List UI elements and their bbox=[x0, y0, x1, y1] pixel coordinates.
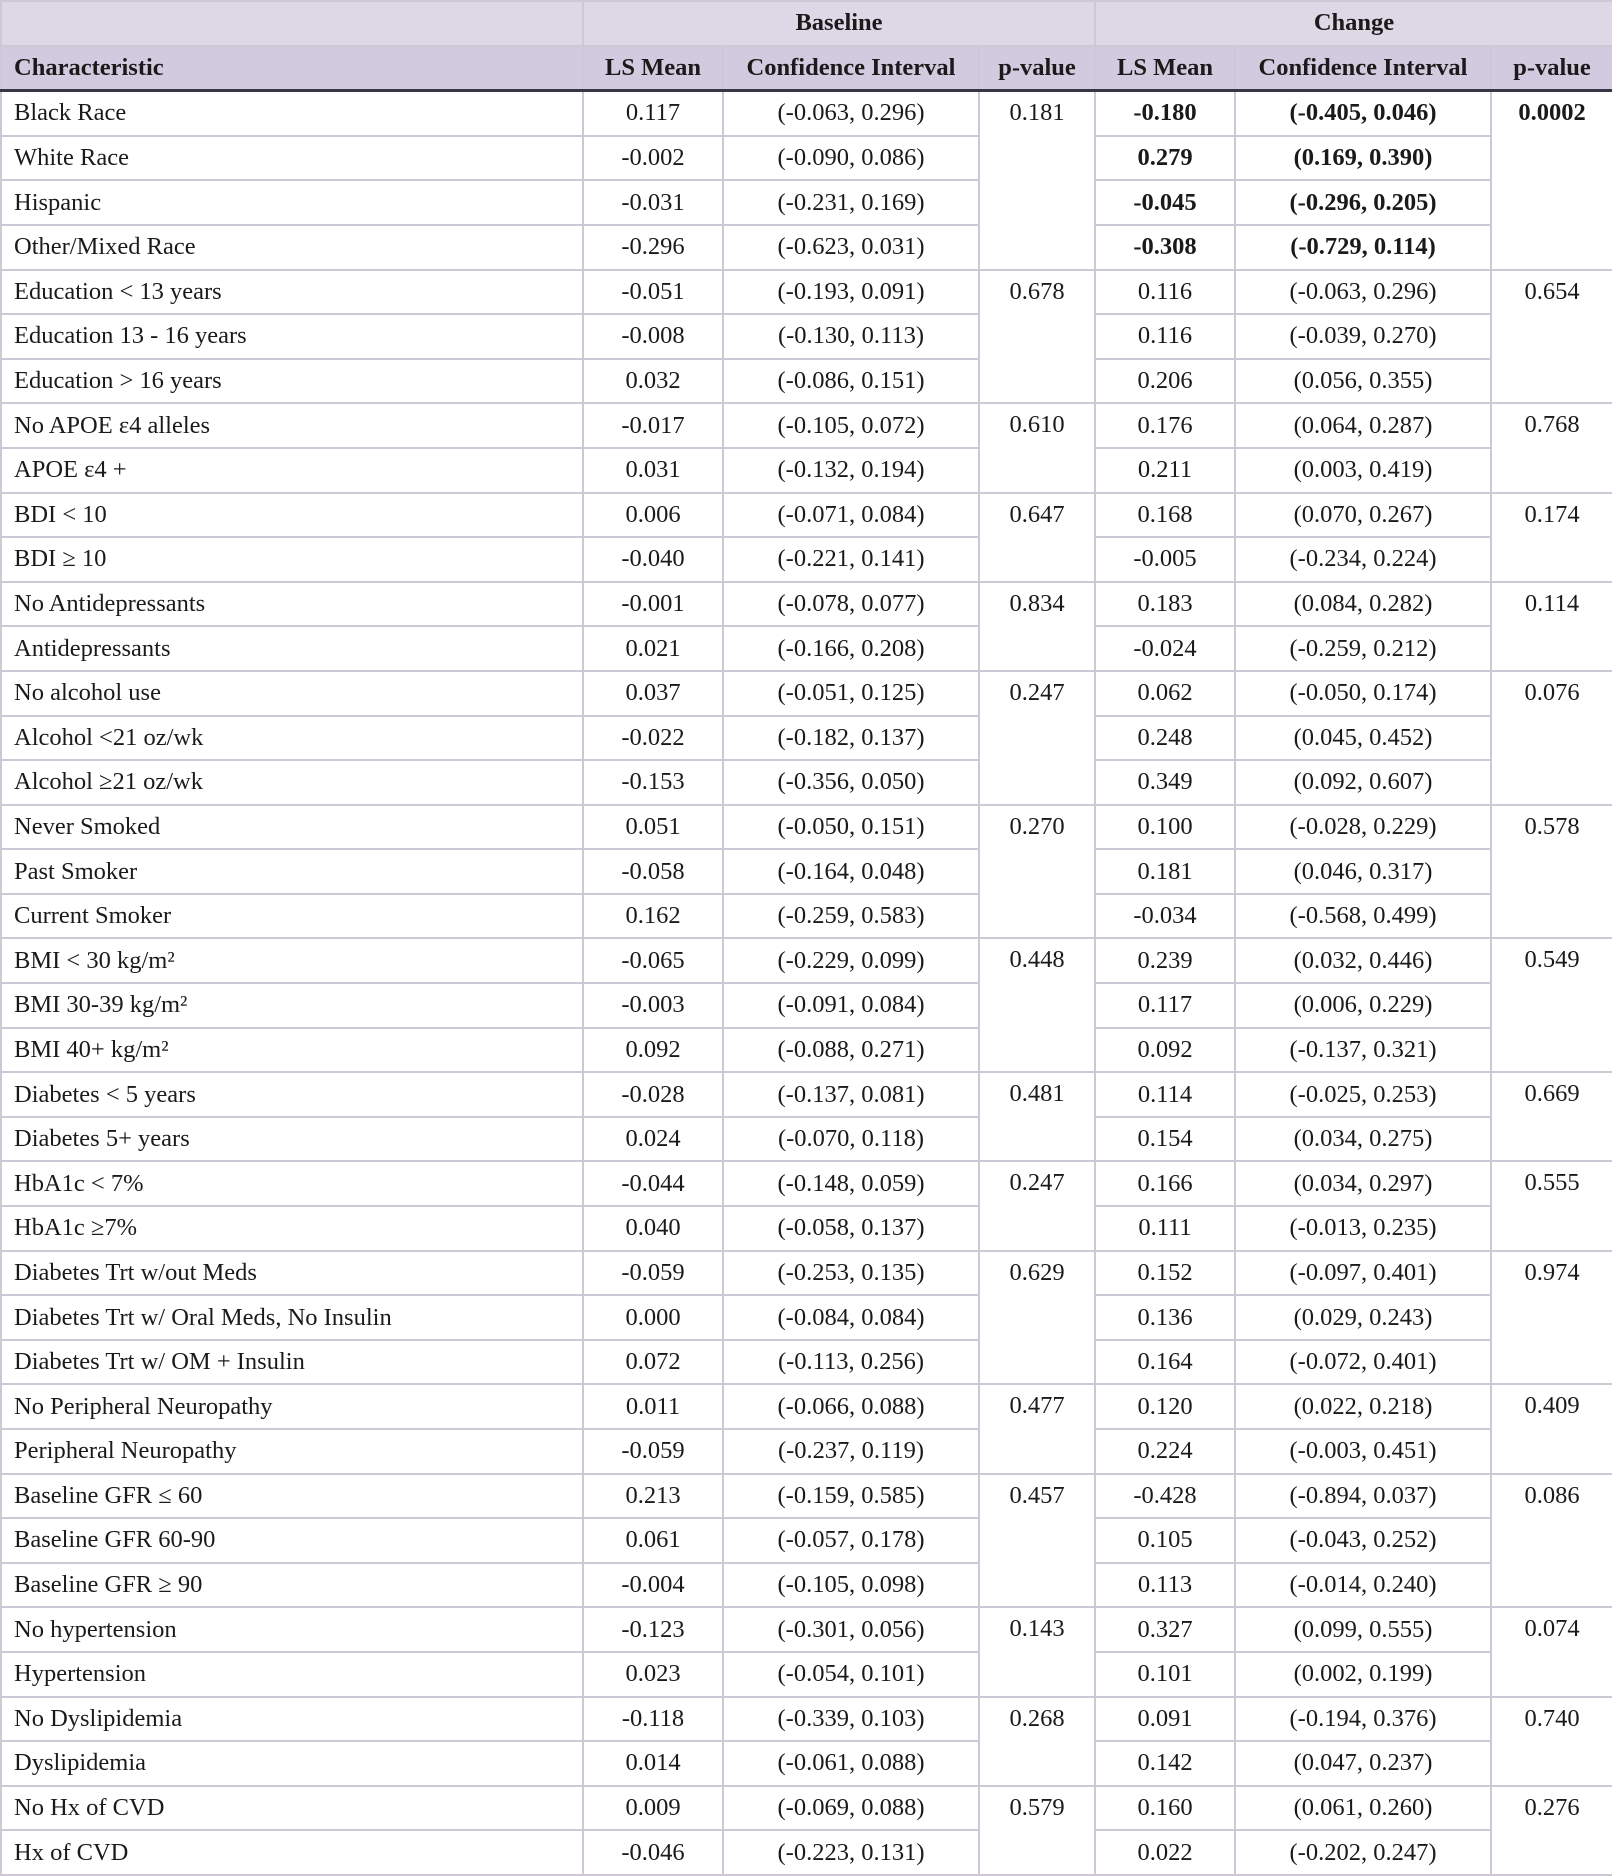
change-ls-mean: 0.105 bbox=[1095, 1518, 1235, 1563]
change-ls-mean: 0.176 bbox=[1095, 403, 1235, 448]
change-p-value: 0.768 bbox=[1491, 403, 1612, 492]
baseline-ci: (-0.237, 0.119) bbox=[723, 1429, 979, 1474]
change-ci: (0.070, 0.267) bbox=[1235, 493, 1491, 538]
change-ci: (-0.234, 0.224) bbox=[1235, 537, 1491, 582]
table-row bbox=[1, 1384, 1612, 1429]
baseline-ls-mean: 0.011 bbox=[583, 1384, 723, 1429]
row-label: HbA1c ≥7% bbox=[1, 1206, 583, 1251]
baseline-ci: (-0.050, 0.151) bbox=[723, 805, 979, 850]
baseline-ci: (-0.070, 0.118) bbox=[723, 1117, 979, 1162]
col-header-change-p: p-value bbox=[1491, 46, 1612, 91]
baseline-ci: (-0.105, 0.098) bbox=[723, 1563, 979, 1608]
baseline-ci: (-0.078, 0.077) bbox=[723, 582, 979, 627]
row-label: BMI 30-39 kg/m² bbox=[1, 983, 583, 1028]
row-label: Other/Mixed Race bbox=[1, 225, 583, 270]
change-p-value: 0.076 bbox=[1491, 671, 1612, 805]
baseline-ci: (-0.091, 0.084) bbox=[723, 983, 979, 1028]
table-row bbox=[1, 1563, 1612, 1608]
baseline-ls-mean: -0.065 bbox=[583, 938, 723, 983]
change-ls-mean: 0.117 bbox=[1095, 983, 1235, 1028]
row-label: Alcohol ≥21 oz/wk bbox=[1, 760, 583, 805]
row-label: BMI 40+ kg/m² bbox=[1, 1028, 583, 1073]
change-ls-mean: 0.154 bbox=[1095, 1117, 1235, 1162]
table-row bbox=[1, 1429, 1612, 1474]
col-header-baseline-ls-mean: LS Mean bbox=[583, 46, 723, 91]
change-ls-mean: -0.045 bbox=[1095, 180, 1235, 225]
baseline-ci: (-0.164, 0.048) bbox=[723, 849, 979, 894]
baseline-ci: (-0.301, 0.056) bbox=[723, 1607, 979, 1652]
change-ls-mean: 0.152 bbox=[1095, 1251, 1235, 1296]
change-ci: (-0.025, 0.253) bbox=[1235, 1072, 1491, 1117]
row-label: BDI < 10 bbox=[1, 493, 583, 538]
baseline-ci: (-0.071, 0.084) bbox=[723, 493, 979, 538]
change-p-value: 0.974 bbox=[1491, 1251, 1612, 1385]
baseline-ls-mean: -0.059 bbox=[583, 1251, 723, 1296]
column-header-row bbox=[1, 46, 1612, 91]
baseline-ci: (-0.231, 0.169) bbox=[723, 180, 979, 225]
baseline-ls-mean: -0.031 bbox=[583, 180, 723, 225]
change-ci: (0.046, 0.317) bbox=[1235, 849, 1491, 894]
baseline-ci: (-0.148, 0.059) bbox=[723, 1161, 979, 1206]
row-label: Never Smoked bbox=[1, 805, 583, 850]
table-row bbox=[1, 1741, 1612, 1786]
table-row bbox=[1, 1652, 1612, 1697]
table-row bbox=[1, 716, 1612, 761]
change-p-value: 0.276 bbox=[1491, 1786, 1612, 1875]
table-row bbox=[1, 1697, 1612, 1742]
change-ls-mean: 0.022 bbox=[1095, 1830, 1235, 1875]
baseline-p-value: 0.270 bbox=[979, 805, 1095, 939]
table-row bbox=[1, 136, 1612, 181]
table-row bbox=[1, 448, 1612, 493]
row-label: Antidepressants bbox=[1, 626, 583, 671]
baseline-ci: (-0.054, 0.101) bbox=[723, 1652, 979, 1697]
baseline-ci: (-0.193, 0.091) bbox=[723, 270, 979, 315]
change-ci: (-0.729, 0.114) bbox=[1235, 225, 1491, 270]
change-ls-mean: 0.211 bbox=[1095, 448, 1235, 493]
baseline-ls-mean: 0.009 bbox=[583, 1786, 723, 1831]
baseline-p-value: 0.448 bbox=[979, 938, 1095, 1072]
baseline-ls-mean: -0.001 bbox=[583, 582, 723, 627]
baseline-ls-mean: -0.003 bbox=[583, 983, 723, 1028]
change-ls-mean: 0.136 bbox=[1095, 1295, 1235, 1340]
baseline-ci: (-0.229, 0.099) bbox=[723, 938, 979, 983]
change-ls-mean: 0.168 bbox=[1095, 493, 1235, 538]
baseline-p-value: 0.579 bbox=[979, 1786, 1095, 1875]
baseline-p-value: 0.143 bbox=[979, 1607, 1095, 1696]
baseline-p-value: 0.457 bbox=[979, 1474, 1095, 1608]
change-ls-mean: 0.100 bbox=[1095, 805, 1235, 850]
baseline-ls-mean: 0.023 bbox=[583, 1652, 723, 1697]
baseline-ci: (-0.182, 0.137) bbox=[723, 716, 979, 761]
baseline-ci: (-0.253, 0.135) bbox=[723, 1251, 979, 1296]
row-label: No hypertension bbox=[1, 1607, 583, 1652]
change-ci: (-0.405, 0.046) bbox=[1235, 91, 1491, 136]
row-label: Alcohol <21 oz/wk bbox=[1, 716, 583, 761]
col-header-baseline-ci: Confidence Interval bbox=[723, 46, 979, 91]
baseline-ci: (-0.221, 0.141) bbox=[723, 537, 979, 582]
table-row bbox=[1, 1117, 1612, 1162]
row-label: BDI ≥ 10 bbox=[1, 537, 583, 582]
baseline-ls-mean: -0.118 bbox=[583, 1697, 723, 1742]
row-label: White Race bbox=[1, 136, 583, 181]
change-ci: (0.099, 0.555) bbox=[1235, 1607, 1491, 1652]
change-p-value: 0.086 bbox=[1491, 1474, 1612, 1608]
row-label: Baseline GFR ≤ 60 bbox=[1, 1474, 583, 1519]
baseline-ls-mean: 0.092 bbox=[583, 1028, 723, 1073]
baseline-ci: (-0.051, 0.125) bbox=[723, 671, 979, 716]
baseline-ls-mean: -0.004 bbox=[583, 1563, 723, 1608]
change-ci: (-0.039, 0.270) bbox=[1235, 314, 1491, 359]
table-row bbox=[1, 983, 1612, 1028]
table-row bbox=[1, 180, 1612, 225]
table-row bbox=[1, 671, 1612, 716]
change-ci: (0.084, 0.282) bbox=[1235, 582, 1491, 627]
baseline-ls-mean: 0.014 bbox=[583, 1741, 723, 1786]
row-label: BMI < 30 kg/m² bbox=[1, 938, 583, 983]
row-label: Black Race bbox=[1, 91, 583, 136]
baseline-ci: (-0.066, 0.088) bbox=[723, 1384, 979, 1429]
baseline-ls-mean: 0.031 bbox=[583, 448, 723, 493]
baseline-ci: (-0.113, 0.256) bbox=[723, 1340, 979, 1385]
change-ls-mean: -0.005 bbox=[1095, 537, 1235, 582]
change-ci: (0.002, 0.199) bbox=[1235, 1652, 1491, 1697]
change-ls-mean: 0.091 bbox=[1095, 1697, 1235, 1742]
change-ls-mean: -0.428 bbox=[1095, 1474, 1235, 1519]
table-row bbox=[1, 270, 1612, 315]
table-row bbox=[1, 493, 1612, 538]
change-ls-mean: 0.224 bbox=[1095, 1429, 1235, 1474]
table-row bbox=[1, 805, 1612, 850]
change-ci: (0.061, 0.260) bbox=[1235, 1786, 1491, 1831]
table-row bbox=[1, 403, 1612, 448]
change-ls-mean: 0.279 bbox=[1095, 136, 1235, 181]
row-label: No Peripheral Neuropathy bbox=[1, 1384, 583, 1429]
change-ci: (-0.568, 0.499) bbox=[1235, 894, 1491, 939]
row-label: Current Smoker bbox=[1, 894, 583, 939]
change-ci: (-0.137, 0.321) bbox=[1235, 1028, 1491, 1073]
table-row bbox=[1, 849, 1612, 894]
table-row bbox=[1, 359, 1612, 404]
row-label: Diabetes < 5 years bbox=[1, 1072, 583, 1117]
change-ci: (0.032, 0.446) bbox=[1235, 938, 1491, 983]
change-ls-mean: 0.327 bbox=[1095, 1607, 1235, 1652]
baseline-ci: (-0.061, 0.088) bbox=[723, 1741, 979, 1786]
baseline-p-value: 0.181 bbox=[979, 91, 1095, 270]
baseline-ls-mean: -0.040 bbox=[583, 537, 723, 582]
col-header-baseline-p: p-value bbox=[979, 46, 1095, 91]
baseline-ls-mean: 0.037 bbox=[583, 671, 723, 716]
baseline-p-value: 0.678 bbox=[979, 270, 1095, 404]
change-ls-mean: 0.239 bbox=[1095, 938, 1235, 983]
baseline-ci: (-0.086, 0.151) bbox=[723, 359, 979, 404]
change-p-value: 0.0002 bbox=[1491, 91, 1612, 270]
change-p-value: 0.669 bbox=[1491, 1072, 1612, 1161]
baseline-ci: (-0.057, 0.178) bbox=[723, 1518, 979, 1563]
change-p-value: 0.740 bbox=[1491, 1697, 1612, 1786]
change-ci: (0.064, 0.287) bbox=[1235, 403, 1491, 448]
baseline-ci: (-0.058, 0.137) bbox=[723, 1206, 979, 1251]
change-ci: (0.022, 0.218) bbox=[1235, 1384, 1491, 1429]
row-label: Hispanic bbox=[1, 180, 583, 225]
change-ci: (-0.063, 0.296) bbox=[1235, 270, 1491, 315]
baseline-p-value: 0.247 bbox=[979, 1161, 1095, 1250]
baseline-ls-mean: -0.058 bbox=[583, 849, 723, 894]
change-p-value: 0.114 bbox=[1491, 582, 1612, 671]
baseline-ci: (-0.356, 0.050) bbox=[723, 760, 979, 805]
row-label: Education < 13 years bbox=[1, 270, 583, 315]
row-label: Education 13 - 16 years bbox=[1, 314, 583, 359]
baseline-ls-mean: 0.072 bbox=[583, 1340, 723, 1385]
col-header-change-ls-mean: LS Mean bbox=[1095, 46, 1235, 91]
baseline-ls-mean: -0.017 bbox=[583, 403, 723, 448]
table-row bbox=[1, 894, 1612, 939]
row-label: No Antidepressants bbox=[1, 582, 583, 627]
change-p-value: 0.409 bbox=[1491, 1384, 1612, 1473]
row-label: Diabetes Trt w/ OM + Insulin bbox=[1, 1340, 583, 1385]
change-ci: (0.029, 0.243) bbox=[1235, 1295, 1491, 1340]
change-ls-mean: 0.092 bbox=[1095, 1028, 1235, 1073]
baseline-ci: (-0.105, 0.072) bbox=[723, 403, 979, 448]
baseline-ci: (-0.259, 0.583) bbox=[723, 894, 979, 939]
change-p-value: 0.549 bbox=[1491, 938, 1612, 1072]
row-label: Hx of CVD bbox=[1, 1830, 583, 1875]
baseline-ls-mean: 0.000 bbox=[583, 1295, 723, 1340]
change-ls-mean: 0.116 bbox=[1095, 314, 1235, 359]
change-p-value: 0.074 bbox=[1491, 1607, 1612, 1696]
change-ls-mean: 0.113 bbox=[1095, 1563, 1235, 1608]
group-header-blank bbox=[1, 1, 583, 46]
change-ci: (-0.894, 0.037) bbox=[1235, 1474, 1491, 1519]
change-ci: (-0.072, 0.401) bbox=[1235, 1340, 1491, 1385]
change-ls-mean: 0.181 bbox=[1095, 849, 1235, 894]
row-label: Dyslipidemia bbox=[1, 1741, 583, 1786]
table-row bbox=[1, 1474, 1612, 1519]
change-ci: (0.056, 0.355) bbox=[1235, 359, 1491, 404]
change-ls-mean: 0.111 bbox=[1095, 1206, 1235, 1251]
change-p-value: 0.555 bbox=[1491, 1161, 1612, 1250]
change-ci: (0.169, 0.390) bbox=[1235, 136, 1491, 181]
baseline-ls-mean: -0.046 bbox=[583, 1830, 723, 1875]
baseline-ci: (-0.137, 0.081) bbox=[723, 1072, 979, 1117]
change-p-value: 0.578 bbox=[1491, 805, 1612, 939]
change-p-value: 0.654 bbox=[1491, 270, 1612, 404]
change-ls-mean: 0.183 bbox=[1095, 582, 1235, 627]
baseline-ci: (-0.623, 0.031) bbox=[723, 225, 979, 270]
baseline-p-value: 0.481 bbox=[979, 1072, 1095, 1161]
row-label: Education > 16 years bbox=[1, 359, 583, 404]
baseline-ci: (-0.063, 0.296) bbox=[723, 91, 979, 136]
change-ci: (0.003, 0.419) bbox=[1235, 448, 1491, 493]
change-ls-mean: 0.160 bbox=[1095, 1786, 1235, 1831]
baseline-p-value: 0.610 bbox=[979, 403, 1095, 492]
change-ls-mean: 0.062 bbox=[1095, 671, 1235, 716]
baseline-ci: (-0.339, 0.103) bbox=[723, 1697, 979, 1742]
change-ls-mean: 0.101 bbox=[1095, 1652, 1235, 1697]
row-label: Diabetes Trt w/out Meds bbox=[1, 1251, 583, 1296]
table-row bbox=[1, 91, 1612, 136]
baseline-ls-mean: 0.051 bbox=[583, 805, 723, 850]
baseline-ls-mean: 0.213 bbox=[583, 1474, 723, 1519]
change-ls-mean: 0.166 bbox=[1095, 1161, 1235, 1206]
group-header-row bbox=[1, 1, 1612, 46]
table-row bbox=[1, 1830, 1612, 1875]
group-header-baseline: Baseline bbox=[583, 1, 1095, 46]
row-label: Baseline GFR ≥ 90 bbox=[1, 1563, 583, 1608]
table-row bbox=[1, 1518, 1612, 1563]
table-row bbox=[1, 1607, 1612, 1652]
change-ls-mean: 0.114 bbox=[1095, 1072, 1235, 1117]
change-ci: (0.092, 0.607) bbox=[1235, 760, 1491, 805]
baseline-ls-mean: 0.032 bbox=[583, 359, 723, 404]
change-ls-mean: -0.034 bbox=[1095, 894, 1235, 939]
table-row bbox=[1, 537, 1612, 582]
row-label: No APOE ε4 alleles bbox=[1, 403, 583, 448]
group-header-change: Change bbox=[1095, 1, 1612, 46]
baseline-ls-mean: 0.021 bbox=[583, 626, 723, 671]
table-row bbox=[1, 582, 1612, 627]
baseline-ci: (-0.088, 0.271) bbox=[723, 1028, 979, 1073]
baseline-ls-mean: 0.040 bbox=[583, 1206, 723, 1251]
change-ci: (0.034, 0.275) bbox=[1235, 1117, 1491, 1162]
row-label: No Hx of CVD bbox=[1, 1786, 583, 1831]
change-ls-mean: -0.180 bbox=[1095, 91, 1235, 136]
change-ls-mean: 0.142 bbox=[1095, 1741, 1235, 1786]
change-ci: (-0.014, 0.240) bbox=[1235, 1563, 1491, 1608]
baseline-ls-mean: -0.123 bbox=[583, 1607, 723, 1652]
baseline-p-value: 0.834 bbox=[979, 582, 1095, 671]
change-ls-mean: 0.116 bbox=[1095, 270, 1235, 315]
change-ls-mean: 0.206 bbox=[1095, 359, 1235, 404]
table-row bbox=[1, 760, 1612, 805]
row-label: No Dyslipidemia bbox=[1, 1697, 583, 1742]
baseline-ls-mean: -0.028 bbox=[583, 1072, 723, 1117]
row-label: Peripheral Neuropathy bbox=[1, 1429, 583, 1474]
baseline-ls-mean: -0.008 bbox=[583, 314, 723, 359]
baseline-ls-mean: 0.061 bbox=[583, 1518, 723, 1563]
change-ci: (-0.259, 0.212) bbox=[1235, 626, 1491, 671]
change-ls-mean: 0.248 bbox=[1095, 716, 1235, 761]
row-label: HbA1c < 7% bbox=[1, 1161, 583, 1206]
col-header-characteristic: Characteristic bbox=[1, 46, 583, 91]
change-ci: (0.047, 0.237) bbox=[1235, 1741, 1491, 1786]
table-row bbox=[1, 1028, 1612, 1073]
row-label: No alcohol use bbox=[1, 671, 583, 716]
row-label: Hypertension bbox=[1, 1652, 583, 1697]
baseline-ls-mean: -0.044 bbox=[583, 1161, 723, 1206]
baseline-ci: (-0.130, 0.113) bbox=[723, 314, 979, 359]
table-row bbox=[1, 1786, 1612, 1831]
row-label: Diabetes Trt w/ Oral Meds, No Insulin bbox=[1, 1295, 583, 1340]
change-ci: (-0.013, 0.235) bbox=[1235, 1206, 1491, 1251]
change-ls-mean: -0.308 bbox=[1095, 225, 1235, 270]
baseline-ci: (-0.084, 0.084) bbox=[723, 1295, 979, 1340]
baseline-ls-mean: -0.002 bbox=[583, 136, 723, 181]
baseline-ls-mean: 0.024 bbox=[583, 1117, 723, 1162]
baseline-ls-mean: -0.296 bbox=[583, 225, 723, 270]
table-row bbox=[1, 1251, 1612, 1296]
baseline-ls-mean: 0.162 bbox=[583, 894, 723, 939]
baseline-ls-mean: -0.153 bbox=[583, 760, 723, 805]
table-row bbox=[1, 314, 1612, 359]
change-ci: (-0.097, 0.401) bbox=[1235, 1251, 1491, 1296]
baseline-ci: (-0.090, 0.086) bbox=[723, 136, 979, 181]
table-row bbox=[1, 1295, 1612, 1340]
change-ci: (0.045, 0.452) bbox=[1235, 716, 1491, 761]
change-ci: (-0.003, 0.451) bbox=[1235, 1429, 1491, 1474]
change-ci: (-0.296, 0.205) bbox=[1235, 180, 1491, 225]
baseline-p-value: 0.477 bbox=[979, 1384, 1095, 1473]
table-row bbox=[1, 1072, 1612, 1117]
baseline-ci: (-0.069, 0.088) bbox=[723, 1786, 979, 1831]
change-ls-mean: 0.349 bbox=[1095, 760, 1235, 805]
table-row bbox=[1, 225, 1612, 270]
change-ls-mean: 0.164 bbox=[1095, 1340, 1235, 1385]
baseline-ci: (-0.223, 0.131) bbox=[723, 1830, 979, 1875]
baseline-ls-mean: -0.051 bbox=[583, 270, 723, 315]
baseline-p-value: 0.268 bbox=[979, 1697, 1095, 1786]
baseline-ls-mean: -0.022 bbox=[583, 716, 723, 761]
table-row bbox=[1, 626, 1612, 671]
table-row bbox=[1, 938, 1612, 983]
table-body bbox=[1, 91, 1612, 1875]
change-ls-mean: -0.024 bbox=[1095, 626, 1235, 671]
change-ci: (-0.028, 0.229) bbox=[1235, 805, 1491, 850]
change-ls-mean: 0.120 bbox=[1095, 1384, 1235, 1429]
baseline-ci: (-0.132, 0.194) bbox=[723, 448, 979, 493]
baseline-ls-mean: -0.059 bbox=[583, 1429, 723, 1474]
table-row bbox=[1, 1161, 1612, 1206]
col-header-change-ci: Confidence Interval bbox=[1235, 46, 1491, 91]
change-p-value: 0.174 bbox=[1491, 493, 1612, 582]
baseline-p-value: 0.247 bbox=[979, 671, 1095, 805]
baseline-ls-mean: 0.117 bbox=[583, 91, 723, 136]
baseline-p-value: 0.629 bbox=[979, 1251, 1095, 1385]
baseline-ls-mean: 0.006 bbox=[583, 493, 723, 538]
change-ci: (0.006, 0.229) bbox=[1235, 983, 1491, 1028]
row-label: APOE ε4 + bbox=[1, 448, 583, 493]
baseline-ci: (-0.166, 0.208) bbox=[723, 626, 979, 671]
row-label: Baseline GFR 60-90 bbox=[1, 1518, 583, 1563]
change-ci: (-0.043, 0.252) bbox=[1235, 1518, 1491, 1563]
change-ci: (-0.202, 0.247) bbox=[1235, 1830, 1491, 1875]
change-ci: (0.034, 0.297) bbox=[1235, 1161, 1491, 1206]
table-row bbox=[1, 1206, 1612, 1251]
change-ci: (-0.050, 0.174) bbox=[1235, 671, 1491, 716]
change-ci: (-0.194, 0.376) bbox=[1235, 1697, 1491, 1742]
table-row bbox=[1, 1340, 1612, 1385]
baseline-ci: (-0.159, 0.585) bbox=[723, 1474, 979, 1519]
row-label: Past Smoker bbox=[1, 849, 583, 894]
row-label: Diabetes 5+ years bbox=[1, 1117, 583, 1162]
baseline-p-value: 0.647 bbox=[979, 493, 1095, 582]
